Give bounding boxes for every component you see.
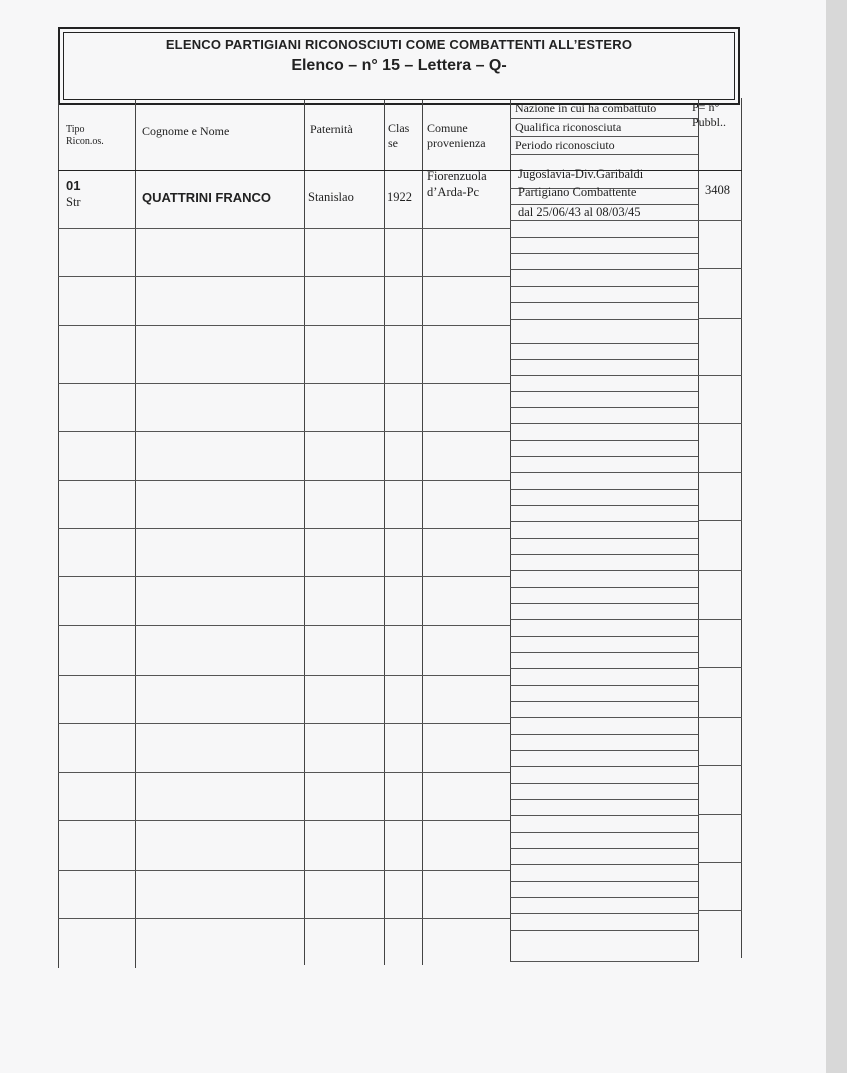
row-line	[698, 667, 742, 668]
subrow-line	[510, 881, 698, 882]
subrow-line	[510, 269, 698, 270]
subrow-line	[510, 391, 698, 392]
subrow-line	[510, 472, 698, 473]
subrow-line	[510, 864, 698, 865]
partisans-table	[58, 100, 758, 970]
subrow-line	[510, 848, 698, 849]
header-qualifica: Qualifica riconosciuta	[515, 120, 622, 134]
row-line	[698, 717, 742, 718]
row-periodo: dal 25/06/43 al 08/03/45	[518, 205, 641, 219]
row-pubbl: 3408	[705, 183, 730, 197]
row-line	[698, 520, 742, 521]
subrow-line	[510, 302, 698, 303]
subrow-line	[510, 815, 698, 816]
subrow-line	[510, 286, 698, 287]
header-periodo: Periodo riconosciuto	[515, 138, 615, 152]
row-line	[58, 820, 510, 821]
header-classe: Clas se	[388, 121, 410, 150]
header-pubbl: P= n° Pubbl..	[692, 100, 727, 129]
row-line	[58, 480, 510, 481]
header-nazione: Nazione in cui ha combattuto	[515, 101, 657, 115]
subrow-line	[510, 913, 698, 914]
subrow-line	[510, 253, 698, 254]
row-line	[698, 910, 742, 911]
row-nazione: Jugoslavia-Div.Garibaldi	[518, 167, 644, 181]
subrow-line	[510, 456, 698, 457]
subrow-line	[510, 587, 698, 588]
subrow-line	[510, 685, 698, 686]
row-line	[58, 325, 510, 326]
row-line	[58, 723, 510, 724]
row-qualifica: Partigiano Combattente	[518, 185, 637, 199]
row-line	[698, 570, 742, 571]
subrow-line	[510, 237, 698, 238]
row-line	[58, 576, 510, 577]
row-line	[698, 619, 742, 620]
subrow-line	[510, 750, 698, 751]
col-line	[304, 100, 305, 965]
row-classe: 1922	[387, 190, 412, 204]
subrow-line	[510, 766, 698, 767]
row-line	[698, 814, 742, 815]
row-tipo-number: 01	[66, 178, 81, 193]
row-line	[58, 772, 510, 773]
subrow-line	[510, 489, 698, 490]
subrow-line	[510, 319, 698, 320]
row-tipo-code: Str	[66, 195, 81, 209]
row-line	[698, 862, 742, 863]
subrow-line	[510, 521, 698, 522]
subrow-line	[510, 897, 698, 898]
row-line	[58, 675, 510, 676]
header-tipo: Tipo Ricon.os.	[66, 124, 104, 147]
subrow-line	[510, 505, 698, 506]
col-line	[135, 100, 136, 968]
col-line	[741, 98, 742, 958]
subrow-line	[510, 603, 698, 604]
row-line	[58, 528, 510, 529]
subrow-line	[510, 734, 698, 735]
row-line	[58, 276, 510, 277]
subrow-line	[510, 717, 698, 718]
row-paternita: Stanislao	[308, 190, 354, 204]
subrow-line	[510, 440, 698, 441]
col-line	[422, 100, 423, 965]
subrow-line	[510, 930, 698, 931]
subrow-line	[510, 832, 698, 833]
subrow-line	[510, 375, 698, 376]
row-line	[698, 220, 742, 221]
col-line	[384, 100, 385, 965]
subrow-line	[510, 636, 698, 637]
row-line	[58, 918, 510, 919]
row-name: QUATTRINI FRANCO	[142, 190, 272, 205]
row-line	[698, 472, 742, 473]
row-line	[698, 318, 742, 319]
subrow-line	[510, 668, 698, 669]
row-line	[698, 423, 742, 424]
subrow-line	[510, 343, 698, 344]
subrow-line	[510, 701, 698, 702]
header-cognome: Cognome e Nome	[142, 124, 230, 138]
list-subtitle: Elenco – n° 15 – Lettera – Q-	[291, 57, 507, 74]
subrow-line	[510, 359, 698, 360]
document-title: ELENCO PARTIGIANI RICONOSCIUTI COME COMBATTENTI ALL’ESTERO	[165, 37, 633, 52]
row-comune: Fiorenzuola d’Arda-Pc	[427, 169, 487, 199]
subrow-line	[510, 961, 698, 962]
row-line	[58, 383, 510, 384]
col-line	[58, 100, 59, 968]
subrow-line	[510, 619, 698, 620]
row-line	[58, 431, 510, 432]
subrow-line	[510, 570, 698, 571]
subrow-line	[510, 783, 698, 784]
row-line	[58, 228, 510, 229]
subrow-line	[510, 799, 698, 800]
subrow-line	[510, 554, 698, 555]
row-line	[58, 870, 510, 871]
nazione-subgrid	[510, 100, 698, 962]
row-line	[58, 625, 510, 626]
title-box	[58, 27, 740, 105]
col-line	[698, 100, 699, 962]
row-line	[698, 765, 742, 766]
subrow-line	[510, 220, 698, 221]
row-line	[698, 375, 742, 376]
header-comune: Comune provenienza	[427, 121, 486, 150]
row-line	[698, 268, 742, 269]
subrow-line	[510, 407, 698, 408]
subrow-line	[510, 538, 698, 539]
subrow-line	[510, 423, 698, 424]
header-paternita: Paternità	[310, 122, 353, 136]
subrow-line	[510, 652, 698, 653]
